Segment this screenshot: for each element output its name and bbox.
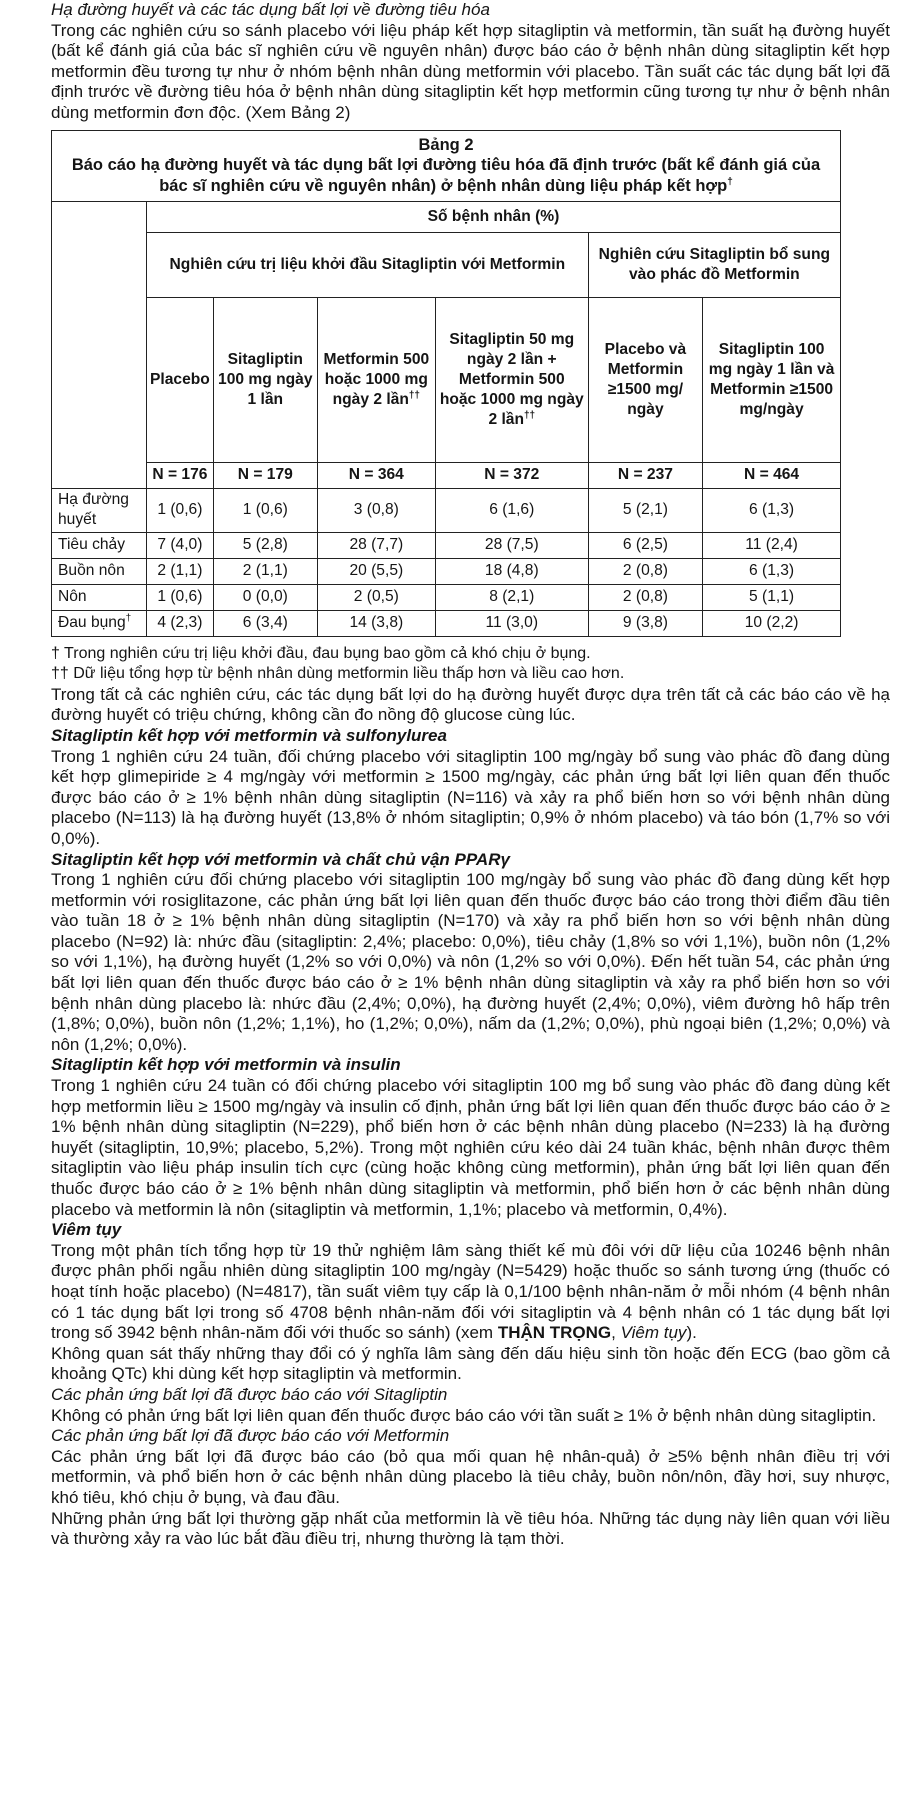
table-cell: 2 (0,5)	[317, 584, 435, 610]
table-caption	[58, 155, 834, 197]
row-label-text: Nôn	[58, 588, 87, 606]
reported-metformin-heading: Các phản ứng bất lợi đã được báo cáo với Metformin	[51, 1426, 450, 1446]
table-cell: 1 (0,6)	[147, 488, 214, 532]
table-cell: 20 (5,5)	[317, 558, 435, 584]
section-sulfonylurea-text: Trong 1 nghiên cứu 24 tuần, đối chứng placebo với sitagliptin 100 mg/ngày bổ sung vào phác đồ đang dùng kết hợp glimepiride ≥ 4 mg/ngày với metformin ≥ 1500 mg/ngày, các phản ứng bất lợi liên quan đến thuốc được báo cáo ở ≥ 1% bệnh nhân dùng sitagliptin (N=116) và xảy ra phổ biến hơn so với bệnh nhân dùng placebo (N=113) là hạ đường huyết (13,8% ở nhóm sitagliptin; 0,9% ở nhóm placebo) và táo bón (1,7% so với 0,0%).	[51, 746, 890, 848]
table-caption-mark: †	[727, 176, 733, 188]
table-cell: 6 (1,3)	[703, 558, 841, 584]
table-cell: 4 (2,3)	[147, 610, 214, 636]
column-header	[703, 297, 841, 462]
group1-header: Nghiên cứu trị liệu khởi đầu Sitagliptin với Metformin	[147, 232, 589, 297]
section-pancreatitis-text	[0, 1241, 900, 1344]
table-cell: 2 (0,8)	[588, 558, 702, 584]
pancreatitis-ref-bold: THẬN TRỌNG	[497, 1323, 612, 1343]
table-caption-text: Báo cáo hạ đường huyết và tác dụng bất lợi đường tiêu hóa đã định trước (bất kể đánh giá của bác sĩ nghiên cứu về nguyên nhân) ở bệnh nhân dùng liệu pháp kết hợp	[71, 155, 821, 195]
reported-sitagliptin-heading: Các phản ứng bất lợi đã được báo cáo với Sitagliptin	[51, 1384, 448, 1404]
column-header-mark: ††	[408, 389, 420, 401]
section-insulin-text: Trong 1 nghiên cứu 24 tuần có đối chứng placebo với sitagliptin 100 mg bổ sung vào phác đồ đang dùng kết hợp metformin liều ≥ 1500 mg/ngày và insulin cố định, phản ứng bất lợi liên quan đến thuốc được báo cáo ở ≥ 1% bệnh nhân dùng sitagliptin (N=229), phổ biến hơn ở các bệnh nhân dùng placebo (N=233) là hạ đường huyết (sitagliptin, 10,9%; placebo, 5,2%). Trong một nghiên cứu kéo dài 24 tuần khác, bệnh nhân được thêm sitagliptin vào liệu pháp insulin tích cực (cùng hoặc không cùng metformin), phản ứng bất lợi liên quan đến thuốc được báo cáo ở ≥ 1% bệnh nhân dùng sitagliptin và metformin, phổ biến hơn ở các bệnh nhân dùng placebo và metformin là nôn (sitagliptin và metformin, 1,1%; placebo và metformin, 0,4%).	[51, 1076, 890, 1219]
column-header-label: Sitagliptin 50 mg ngày 2 lần + Metformin 500 hoặc 1000 mg ngày 2 lần	[439, 330, 584, 428]
row-label	[52, 584, 147, 610]
row-label	[52, 532, 147, 558]
table-cell: 6 (3,4)	[213, 610, 317, 636]
column-header-label: Sitagliptin 100 mg ngày 1 lần	[218, 350, 313, 408]
section-ppar-heading: Sitagliptin kết hợp với metformin và chất chủ vận PPARγ	[51, 849, 510, 869]
column-header-mark: ††	[523, 409, 536, 421]
pancreatitis-ref-italic: Viêm tụy	[620, 1323, 687, 1343]
table-row	[52, 488, 841, 532]
table-cell: 6 (1,3)	[703, 488, 841, 532]
table-cell: 9 (3,8)	[588, 610, 702, 636]
table-cell: 5 (1,1)	[703, 584, 841, 610]
section-pancreatitis-heading: Viêm tụy	[51, 1220, 122, 1240]
section-sulfonylurea-heading: Sitagliptin kết hợp với metformin và sulfonylurea	[51, 725, 447, 745]
column-n: N = 176	[147, 462, 214, 488]
column-n: N = 372	[435, 462, 588, 488]
table-cell: 5 (2,8)	[213, 532, 317, 558]
column-header	[588, 297, 702, 462]
row-label	[52, 488, 147, 532]
section-insulin-heading: Sitagliptin kết hợp với metformin và insulin	[51, 1055, 401, 1075]
column-header-label: Placebo	[150, 370, 210, 388]
n-row	[52, 462, 841, 488]
table-row	[52, 532, 841, 558]
table-cell: 2 (1,1)	[147, 558, 214, 584]
group2-header: Nghiên cứu Sitagliptin bổ sung vào phác đồ Metformin	[588, 232, 840, 297]
table-cell: 28 (7,5)	[435, 532, 588, 558]
row-label	[52, 558, 147, 584]
row-label	[52, 610, 147, 636]
table-cell: 0 (0,0)	[213, 584, 317, 610]
row-label-text: Hạ đường huyết	[58, 491, 129, 529]
table-cell: 3 (0,8)	[317, 488, 435, 532]
intro-paragraph: Trong các nghiên cứu so sánh placebo với liệu pháp kết hợp sitagliptin và metformin, tần suất hạ đường huyết (bất kể đánh giá của bác sĩ nghiên cứu về nguyên nhân) được báo cáo ở bệnh nhân dùng sitagliptin kết hợp metformin đều tương tự như ở nhóm bệnh nhân dùng metformin với placebo. Tần suất các tác dụng bất lợi đã định trước về đường tiêu hóa ở bệnh nhân dùng sitagliptin kết hợp metformin cũng tương tự như ở bệnh nhân dùng metformin đơn độc. (Xem Bảng 2)	[51, 20, 890, 122]
row-label-text: Đau bụng	[58, 614, 126, 632]
footnote-1: † Trong nghiên cứu trị liệu khởi đầu, đau bụng bao gồm cả khó chịu ở bụng.	[51, 644, 591, 662]
table-cell: 28 (7,7)	[317, 532, 435, 558]
row-label-text: Tiêu chảy	[58, 536, 126, 554]
top-heading: Hạ đường huyết và các tác dụng bất lợi về đường tiêu hóa	[51, 0, 490, 19]
table-row	[52, 584, 841, 610]
column-header-row	[52, 297, 841, 462]
column-header-label: Metformin 500 hoặc 1000 mg ngày 2 lần	[323, 350, 430, 408]
table-cell: 10 (2,2)	[703, 610, 841, 636]
table-cell: 5 (2,1)	[588, 488, 702, 532]
column-header	[435, 297, 588, 462]
reported-sitagliptin-text: Không có phản ứng bất lợi liên quan đến thuốc được báo cáo với tần suất ≥ 1% ở bệnh nhân dùng sitagliptin.	[51, 1405, 877, 1425]
table-cell: 14 (3,8)	[317, 610, 435, 636]
table-cell: 2 (0,8)	[588, 584, 702, 610]
footnote-2: †† Dữ liệu tổng hợp từ bệnh nhân dùng metformin liều thấp hơn và liều cao hơn.	[51, 665, 625, 683]
table-body	[52, 488, 841, 636]
column-header-label: Placebo và Metformin ≥1500 mg/ ngày	[604, 340, 687, 418]
column-n: N = 464	[703, 462, 841, 488]
column-n: N = 364	[317, 462, 435, 488]
section-ppar-text: Trong 1 nghiên cứu đối chứng placebo với sitagliptin 100 mg/ngày bổ sung vào phác đồ đang dùng kết hợp metformin với rosiglitazone, các phản ứng bất lợi liên quan đến thuốc được báo cáo trong thời điểm đầu tiên vào tuần 18 ở ≥ 1% bệnh nhân dùng sitagliptin (N=170) và xảy ra phổ biến hơn so với bệnh nhân dùng placebo (N=92) là: nhức đầu (sitagliptin: 2,4%; placebo: 0,0%), tiêu chảy (1,8% so với 1,1%), buồn nôn (1,2% so với 1,1%), hạ đường huyết (1,2% so với 0,0%) và nôn (1,2% so với 0,0%). Đến hết tuần 54, các phản ứng bất lợi liên quan đến thuốc được báo cáo ở ≥ 1% bệnh nhân dùng sitagliptin và xảy ra phổ biến hơn so với bệnh nhân dùng placebo là: nhức đầu (2,4%; 0,0%), hạ đường huyết (2,4%; 0,0%), viêm đường hô hấp trên (1,8%; 0,0%), buồn nôn (1,2%; 1,1%), ho (1,2%; 0,0%), nấm da (1,2%; 0,0%), phù ngoại biên (1,2%; 0,0%) và nôn (1,2%; 0,0%).	[51, 870, 890, 1054]
table-cell: 8 (2,1)	[435, 584, 588, 610]
table-cell: 11 (3,0)	[435, 610, 588, 636]
reported-metformin-text: Các phản ứng bất lợi đã được báo cáo (bỏ qua mối quan hệ nhân-quả) ở ≥5% bệnh nhân điều trị với metformin, và phổ biến hơn ở các bệnh nhân dùng placebo là tiêu chảy, buồn nôn/nôn, đầy hơi, suy nhược, khó tiêu, khó chịu ở bụng, và đau đầu.	[51, 1446, 890, 1507]
table-caption-cell	[52, 130, 841, 201]
table-cell: 18 (4,8)	[435, 558, 588, 584]
column-header	[213, 297, 317, 462]
table-cell: 2 (1,1)	[213, 558, 317, 584]
column-n: N = 179	[213, 462, 317, 488]
table-cell: 7 (4,0)	[147, 532, 214, 558]
row-label-mark: †	[125, 612, 132, 624]
table-row	[52, 558, 841, 584]
pancreatitis-ref-sep: ,	[611, 1323, 616, 1343]
table-empty-corner	[52, 201, 147, 488]
table-title: Bảng 2	[418, 135, 474, 154]
column-header	[147, 297, 214, 462]
column-header	[317, 297, 435, 462]
pancreatitis-body: Trong một phân tích tổng hợp từ 19 thử nghiệm lâm sàng thiết kế mù đôi với dữ liệu của 10246 bệnh nhân được phân phối ngẫu nhiên dùng sitagliptin 100 mg/ngày (N=5429) hoặc thuốc so sánh tương ứng (thuốc có hoạt tính hoặc placebo) (N=4817), tần suất viêm tụy cấp là 0,1/100 bệnh nhân-năm ở mỗi nhóm (4 bệnh nhân có 1 tác dụng bất lợi trong số 4708 bệnh nhân-năm đối với sitagliptin và 4 bệnh nhân có 1 tác dụng bất lợi trong số 3942 bệnh nhân-năm đối với thuốc so sánh) (xem	[51, 1240, 890, 1343]
table-cell: 6 (2,5)	[588, 532, 702, 558]
ecg-paragraph: Không quan sát thấy những thay đổi có ý nghĩa lâm sàng đến dấu hiệu sinh tồn hoặc đến ECG (bao gồm cả khoảng QTc) khi dùng kết hợp sitagliptin và metformin.	[51, 1343, 890, 1384]
patients-header: Số bệnh nhân (%)	[147, 201, 841, 232]
table-2	[51, 130, 841, 637]
table-row	[52, 610, 841, 636]
column-n: N = 237	[588, 462, 702, 488]
table-cell: 1 (0,6)	[147, 584, 214, 610]
last-paragraph: Những phản ứng bất lợi thường gặp nhất của metformin là về tiêu hóa. Những tác dụng này liên quan với liều và thường xảy ra vào lúc bắt đầu điều trị, nhưng thường là tạm thời.	[51, 1508, 890, 1549]
column-header-label: Sitagliptin 100 mg ngày 1 lần và Metformin ≥1500 mg/ngày	[708, 340, 835, 418]
table-cell: 6 (1,6)	[435, 488, 588, 532]
pancreatitis-ref-end: ).	[686, 1323, 697, 1343]
table-cell: 1 (0,6)	[213, 488, 317, 532]
table-cell: 11 (2,4)	[703, 532, 841, 558]
paragraph-after-table: Trong tất cả các nghiên cứu, các tác dụng bất lợi do hạ đường huyết được dựa trên tất cả các báo cáo về hạ đường huyết có triệu chứng, không cần đo nồng độ glucose cùng lúc.	[51, 684, 890, 725]
row-label-text: Buồn nôn	[58, 562, 125, 580]
